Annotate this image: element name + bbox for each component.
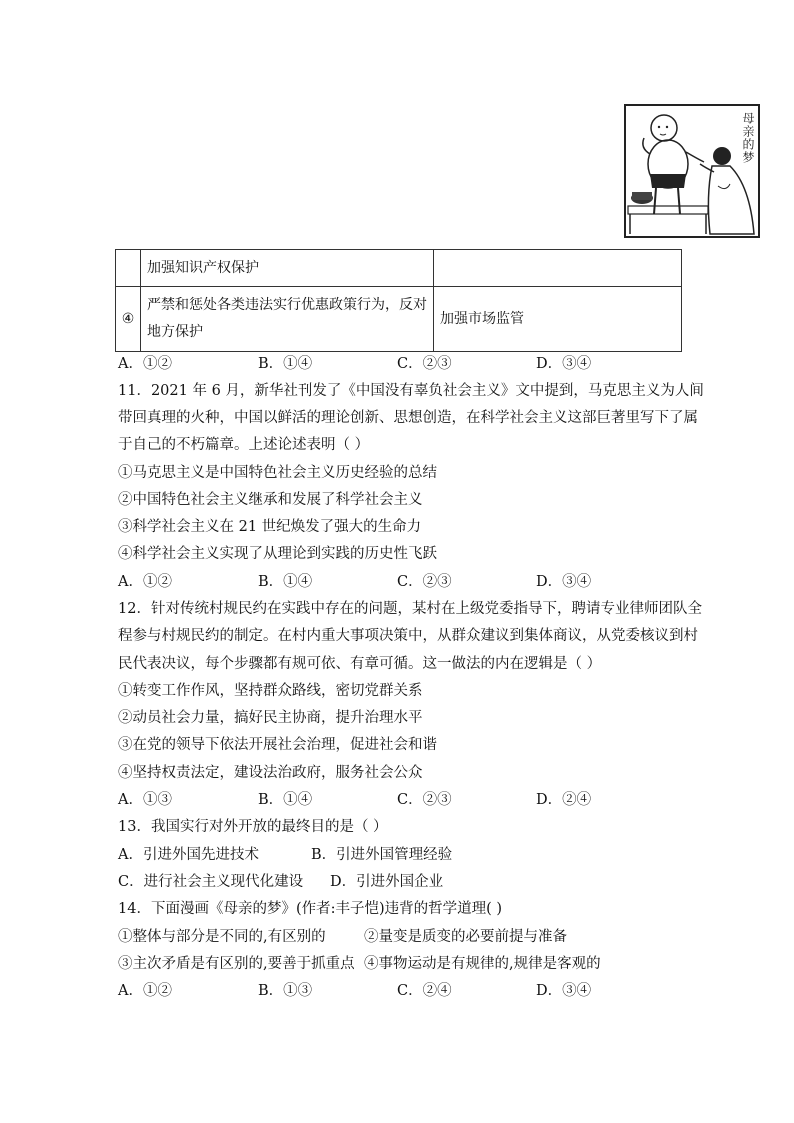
- table-cell-effect: [434, 250, 682, 287]
- q12-item: ①转变工作作风，坚持群众路线，密切党群关系: [118, 683, 423, 699]
- option-d[interactable]: D．③④: [536, 356, 592, 372]
- cartoon-title: 母亲的梦: [741, 112, 755, 164]
- option-c[interactable]: C．②③: [397, 792, 452, 808]
- q12-item: ③在党的领导下依法开展社会治理，促进社会和谐: [118, 737, 437, 753]
- option-b[interactable]: B．引进外国管理经验: [311, 847, 453, 863]
- q13-stem: 13．我国实行对外开放的最终目的是（ ）: [118, 819, 388, 835]
- q11-stem-line: 带回真理的火种，中国以鲜活的理论创新、思想创造，在科学社会主义这部巨著里写下了属: [118, 410, 698, 426]
- q12-item: ②动员社会力量，搞好民主协商，提升治理水平: [118, 710, 423, 726]
- cartoon-mother-dream: [624, 104, 760, 238]
- q12-item: ④坚持权责法定，建设法治政府，服务社会公众: [118, 765, 423, 781]
- option-b[interactable]: B．①④: [258, 792, 313, 808]
- option-c[interactable]: C．②④: [397, 983, 452, 999]
- option-c[interactable]: C．②③: [397, 356, 452, 372]
- option-b[interactable]: B．①③: [258, 983, 313, 999]
- option-b[interactable]: B．①④: [258, 574, 313, 590]
- option-c[interactable]: C．②③: [397, 574, 452, 590]
- cartoon-mother-dream-icon: [626, 106, 758, 236]
- option-d[interactable]: D．②④: [536, 792, 592, 808]
- table-row: [116, 287, 682, 352]
- q12-stem-line: 程参与村规民约的制定。在村内重大事项决策中，从群众建议到集体商议，从党委核议到村: [118, 628, 698, 644]
- table-cell-line: 地方保护: [147, 324, 203, 340]
- q14-stem: 14．下面漫画《母亲的梦》(作者:丰子恺)违背的哲学道理( ): [118, 901, 503, 917]
- q11-item: ④科学社会主义实现了从理论到实践的历史性飞跃: [118, 546, 437, 562]
- option-a[interactable]: A．①②: [118, 574, 172, 590]
- table-cell-measure: [141, 287, 434, 352]
- q11-item: ③科学社会主义在 21 世纪焕发了强大的生命力: [118, 519, 422, 535]
- option-a[interactable]: A．引进外国先进技术: [118, 847, 259, 863]
- q14-item: ③主次矛盾是有区别的,要善于抓重点: [118, 956, 355, 972]
- option-a[interactable]: A．①②: [118, 983, 172, 999]
- option-d[interactable]: D．③④: [536, 983, 592, 999]
- q14-item: ②量变是质变的必要前提与准备: [364, 929, 567, 945]
- options-table: [115, 249, 682, 352]
- option-a[interactable]: A．①③: [118, 792, 172, 808]
- table-row: [116, 250, 682, 287]
- table-cell-num: ④: [116, 287, 141, 352]
- q11-stem-line: 于自己的不朽篇章。上述论述表明（ ）: [118, 437, 370, 453]
- q12-stem-line: 12．针对传统村规民约在实践中存在的问题，某村在上级党委指导下，聘请专业律师团队全: [118, 601, 702, 617]
- option-d[interactable]: D．③④: [536, 574, 592, 590]
- option-d[interactable]: D．引进外国企业: [330, 874, 444, 890]
- table-cell-line: 严禁和惩处各类违法实行优惠政策行为，反对: [147, 297, 427, 313]
- q14-item: ④事物运动是有规律的,规律是客观的: [364, 956, 601, 972]
- q12-stem-line: 民代表决议，每个步骤都有规可依、有章可循。这一做法的内在逻辑是（ ）: [118, 656, 602, 672]
- option-c[interactable]: C．进行社会主义现代化建设: [118, 874, 304, 890]
- q11-item: ①马克思主义是中国特色社会主义历史经验的总结: [118, 465, 437, 481]
- table-cell-measure: 加强知识产权保护: [141, 250, 434, 287]
- option-a[interactable]: A．①②: [118, 356, 172, 372]
- q14-item: ①整体与部分是不同的,有区别的: [118, 929, 326, 945]
- table-cell-effect: 加强市场监管: [434, 287, 682, 352]
- q11-stem-line: 11．2021 年 6 月，新华社刊发了《中国没有辜负社会主义》文中提到，马克思主义为人间: [118, 383, 704, 399]
- option-b[interactable]: B．①④: [258, 356, 313, 372]
- table-cell-num: [116, 250, 141, 287]
- q11-item: ②中国特色社会主义继承和发展了科学社会主义: [118, 492, 423, 508]
